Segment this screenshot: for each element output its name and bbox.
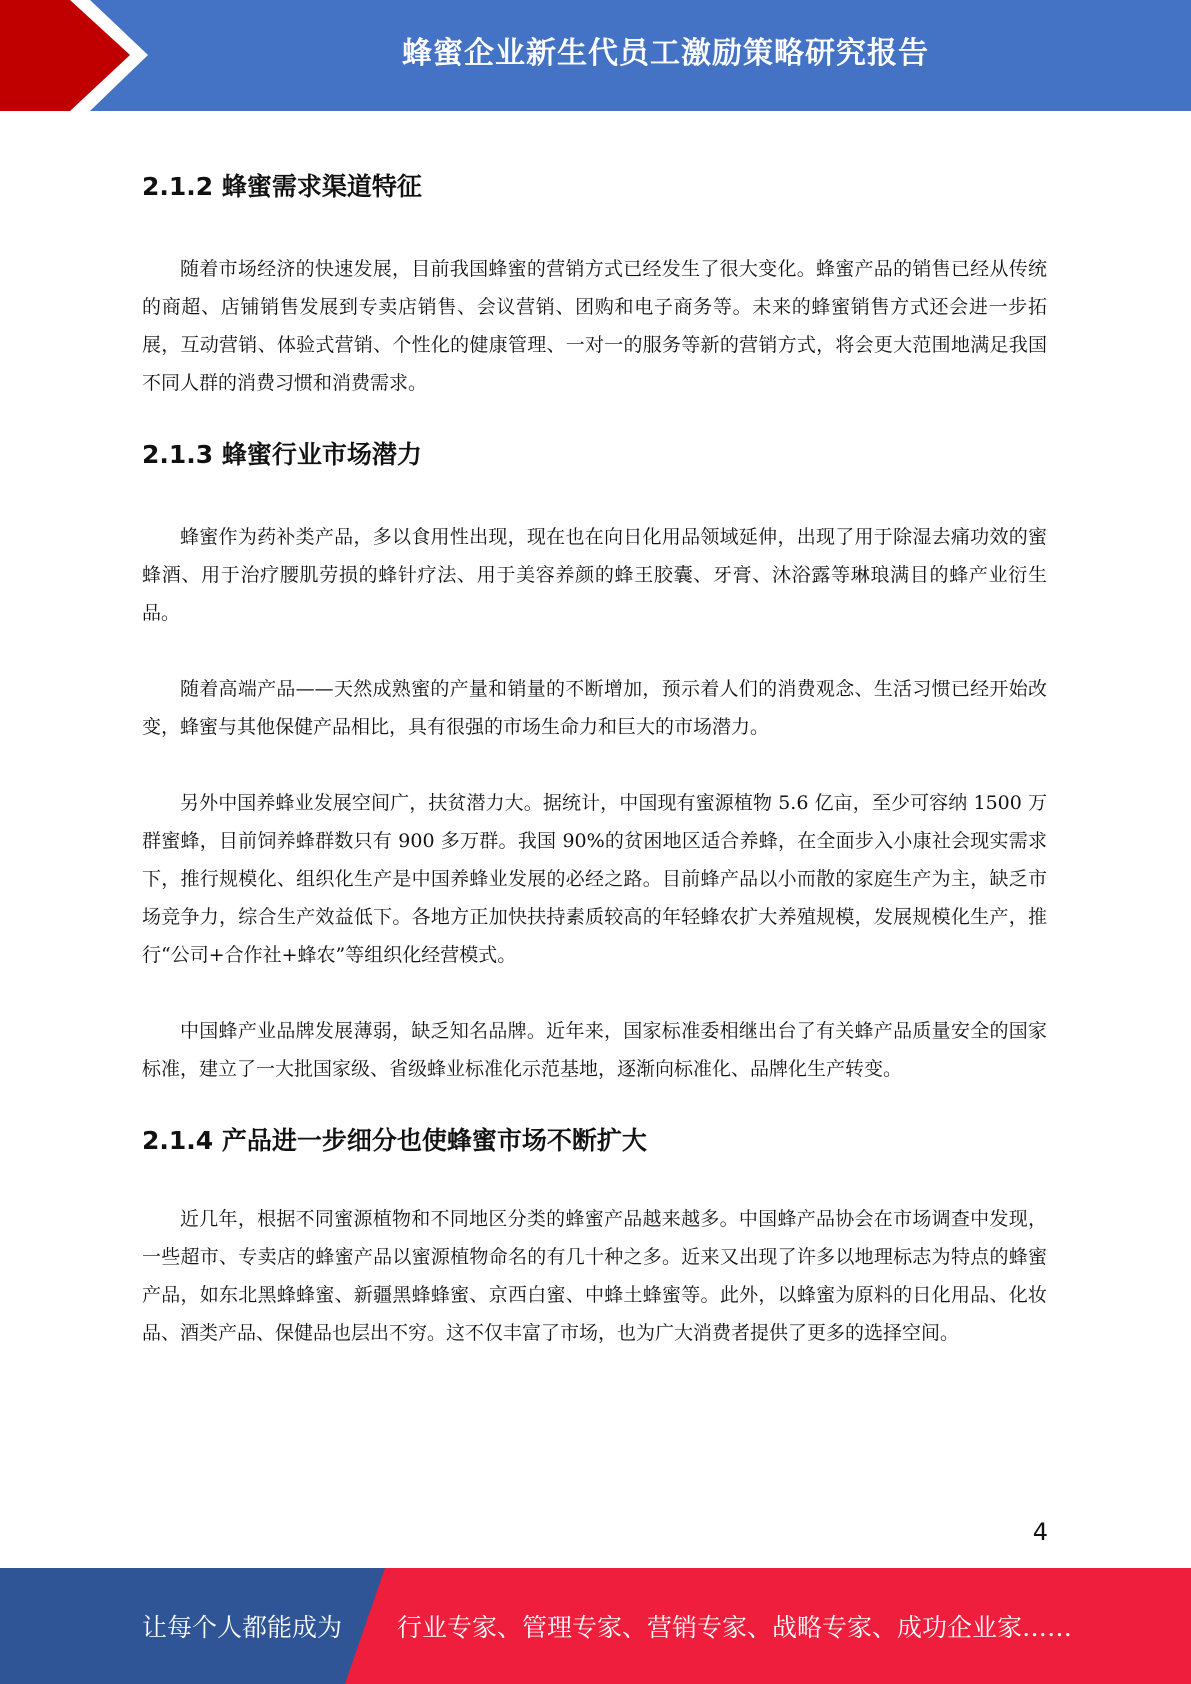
section-heading-2-1-2: 2.1.2 蜂蜜需求渠道特征 — [142, 172, 422, 201]
main-content — [142, 150, 1047, 1352]
section-heading-2-1-3: 2.1.3 蜂蜜行业市场潜力 — [142, 440, 422, 469]
footer-banner — [0, 1568, 1191, 1684]
header-banner — [0, 0, 1191, 111]
footer-slogan-left: 让每个人都能成为 — [142, 1613, 343, 1642]
paragraph: 随着市场经济的快速发展，目前我国蜂蜜的营销方式已经发生了很大变化。蜂蜜产品的销售已经从传统的商超、店铺销售发展到专卖店销售、会议营销、团购和电子商务等。未来的蜂蜜销售方式还会进一步拓展，互动营销、体验式营销、个性化的健康管理、一对一的服务等新的营销方式，将会更大范围地满足我国不同人群的消费习惯和消费需求。 — [142, 258, 1047, 394]
paragraph: 蜂蜜作为药补类产品，多以食用性出现，现在也在向日化用品领域延伸，出现了用于除湿去痛功效的蜜蜂酒、用于治疗腰肌劳损的蜂针疗法、用于美容养颜的蜂王胶囊、牙膏、沐浴露等琳琅满目的蜂产业衍生品。 — [142, 526, 1047, 624]
paragraph: 另外中国养蜂业发展空间广，扶贫潜力大。据统计，中国现有蜜源植物 5.6 亿亩，至少可容纳 1500 万群蜜蜂，目前饲养蜂群数只有 900 多万群。我国 90%的贫困地区适合养蜂，在全面步入小康社会现实需求下，推行规模化、组织化生产是中国养蜂业发展的必经之路。目前蜂产品以小而散的家庭生产为主，缺乏市场竞争力，综合生产效益低下。各地方正加快扶持素质较高的年轻蜂农扩大养殖规模，发展规模化生产，推行“公司+合作社+蜂农”等组织化经营模式。 — [142, 792, 1047, 966]
paragraph: 随着高端产品——天然成熟蜜的产量和销量的不断增加，预示着人们的消费观念、生活习惯已经开始改变，蜂蜜与其他保健产品相比，具有很强的市场生命力和巨大的市场潜力。 — [142, 678, 1047, 738]
header-arrow-decoration — [0, 0, 160, 111]
paragraph: 中国蜂产业品牌发展薄弱，缺乏知名品牌。近年来，国家标准委相继出台了有关蜂产品质量安全的国家标准，建立了一大批国家级、省级蜂业标准化示范基地，逐渐向标准化、品牌化生产转变。 — [142, 1020, 1047, 1080]
paragraph: 近几年，根据不同蜜源植物和不同地区分类的蜂蜜产品越来越多。中国蜂产品协会在市场调查中发现，一些超市、专卖店的蜂蜜产品以蜜源植物命名的有几十种之多。近来又出现了许多以地理标志为特点的蜂蜜产品，如东北黑蜂蜂蜜、新疆黑蜂蜂蜜、京西白蜜、中蜂土蜂蜜等。此外，以蜂蜜为原料的日化用品、化妆品、酒类产品、保健品也层出不穷。这不仅丰富了市场，也为广大消费者提供了更多的选择空间。 — [142, 1208, 1047, 1344]
report-title: 蜂蜜企业新生代员工激励策略研究报告 — [402, 36, 929, 71]
footer-slogan-right: 行业专家、管理专家、营销专家、战略专家、成功企业家…… — [397, 1613, 1073, 1642]
page-number: 4 — [1032, 1518, 1048, 1546]
section-heading-2-1-4: 2.1.4 产品进一步细分也使蜂蜜市场不断扩大 — [142, 1126, 647, 1155]
